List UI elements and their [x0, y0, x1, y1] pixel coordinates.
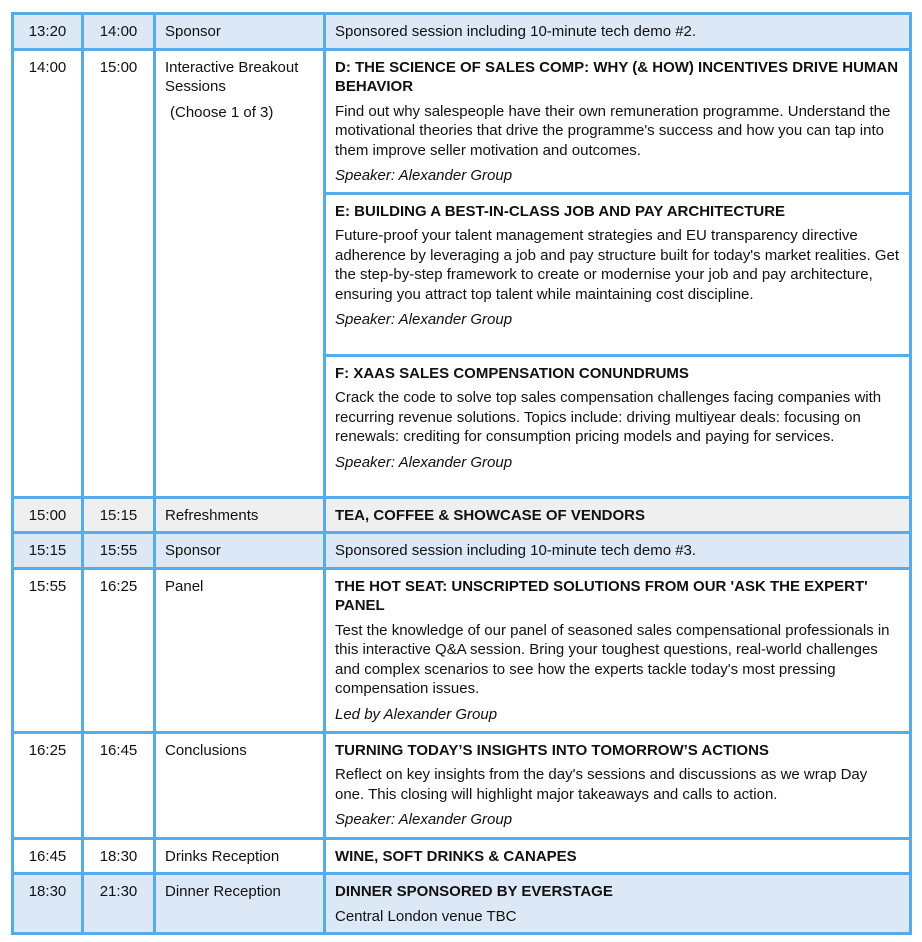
session-speaker: Speaker: Alexander Group: [335, 811, 513, 828]
session-description: Test the knowledge of our panel of seasoned sales compensational professionals in this interactive Q&A session. Bring your toughest questions, real-world challenges and complex scenarios to see how the experts tackle today's most pressing compensation issues.: [335, 621, 890, 697]
session-cell: [325, 49, 911, 193]
session-cell: [325, 732, 911, 838]
session-type: Sponsor: [155, 533, 325, 569]
session-speaker: Speaker: Alexander Group: [335, 311, 513, 328]
session-speaker: Speaker: Alexander Group: [335, 453, 513, 471]
session-cell: [325, 355, 911, 497]
session-cell: [325, 874, 911, 934]
session-title: DINNER SPONSORED BY EVERSTAGE: [335, 883, 613, 900]
agenda-row: [13, 874, 911, 934]
start-time: 13:20: [13, 14, 83, 50]
session-type: Sponsor: [155, 14, 325, 50]
start-time: 15:15: [13, 533, 83, 569]
session-cell: [325, 568, 911, 732]
agenda-row: [13, 533, 911, 569]
session-title: E: BUILDING A BEST-IN-CLASS JOB AND PAY ARCHITECTURE: [335, 202, 786, 220]
session-type: Dinner Reception: [155, 874, 325, 934]
agenda-row: [13, 732, 911, 838]
end-time: 18:30: [83, 838, 155, 874]
session-title: WINE, SOFT DRINKS & CANAPES: [325, 838, 911, 874]
end-time: 21:30: [83, 874, 155, 934]
session-title: TURNING TODAY’S INSIGHTS INTO TOMORROW’S ACTIONS: [335, 741, 769, 759]
end-time: 16:45: [83, 732, 155, 838]
start-time: 16:25: [13, 732, 83, 838]
end-time: 15:15: [83, 497, 155, 533]
session-title: THE HOT SEAT: UNSCRIPTED SOLUTIONS FROM OUR 'ASK THE EXPERT' PANEL: [335, 577, 868, 614]
session-cell: [325, 193, 911, 355]
session-type: Drinks Reception: [155, 838, 325, 874]
session-description: Crack the code to solve top sales compensation challenges facing companies with recurring revenue solutions. Topics include: driving multiyear deals: focusing on renewals: crediting for consumption pricing models and paying for services.: [335, 389, 882, 445]
end-time: 15:00: [83, 49, 155, 497]
session-description: Find out why salespeople have their own remuneration programme. Understand the motivational theories that drive the programme's success and how you can tap into them improve seller motivation and outcomes.: [335, 102, 891, 159]
session-text: Sponsored session including 10-minute tech demo #3.: [325, 533, 911, 569]
start-time: 15:55: [13, 568, 83, 732]
start-time: 18:30: [13, 874, 83, 934]
session-type: Interactive Breakout Sessions: [165, 58, 299, 95]
agenda-row: [13, 838, 911, 874]
session-type-note: (Choose 1 of 3): [170, 103, 274, 121]
session-title: D: THE SCIENCE OF SALES COMP: WHY (& HOW) INCENTIVES DRIVE HUMAN BEHAVIOR: [335, 58, 899, 95]
session-type-cell: [155, 49, 325, 497]
session-speaker: Speaker: Alexander Group: [335, 167, 513, 184]
start-time: 15:00: [13, 497, 83, 533]
session-title: TEA, COFFEE & SHOWCASE OF VENDORS: [325, 497, 911, 533]
session-type: Refreshments: [155, 497, 325, 533]
session-description: Central London venue TBC: [335, 907, 517, 925]
session-type: Conclusions: [155, 732, 325, 838]
start-time: 14:00: [13, 49, 83, 497]
session-description: Reflect on key insights from the day's sessions and discussions as we wrap Day one. This closing will highlight major takeaways and calls to action.: [335, 766, 868, 803]
session-title: F: XAAS SALES COMPENSATION CONUNDRUMS: [335, 364, 689, 382]
agenda-row: [13, 497, 911, 533]
agenda-row: [13, 568, 911, 732]
end-time: 15:55: [83, 533, 155, 569]
end-time: 14:00: [83, 14, 155, 50]
session-text: Sponsored session including 10-minute tech demo #2.: [325, 14, 911, 50]
end-time: 16:25: [83, 568, 155, 732]
agenda-table: [11, 12, 912, 935]
session-speaker: Led by Alexander Group: [335, 705, 498, 723]
session-type: Panel: [155, 568, 325, 732]
agenda-row: [13, 14, 911, 50]
start-time: 16:45: [13, 838, 83, 874]
session-description: Future-proof your talent management strategies and EU transparency directive adherence by leveraging a job and pay structure built for today's market realities. Get the step-by-step framework to create or modernise your job and pay architecture, ensuring you attract top talent while maintaining cost discipline.: [335, 227, 900, 303]
agenda-row: [13, 49, 911, 193]
